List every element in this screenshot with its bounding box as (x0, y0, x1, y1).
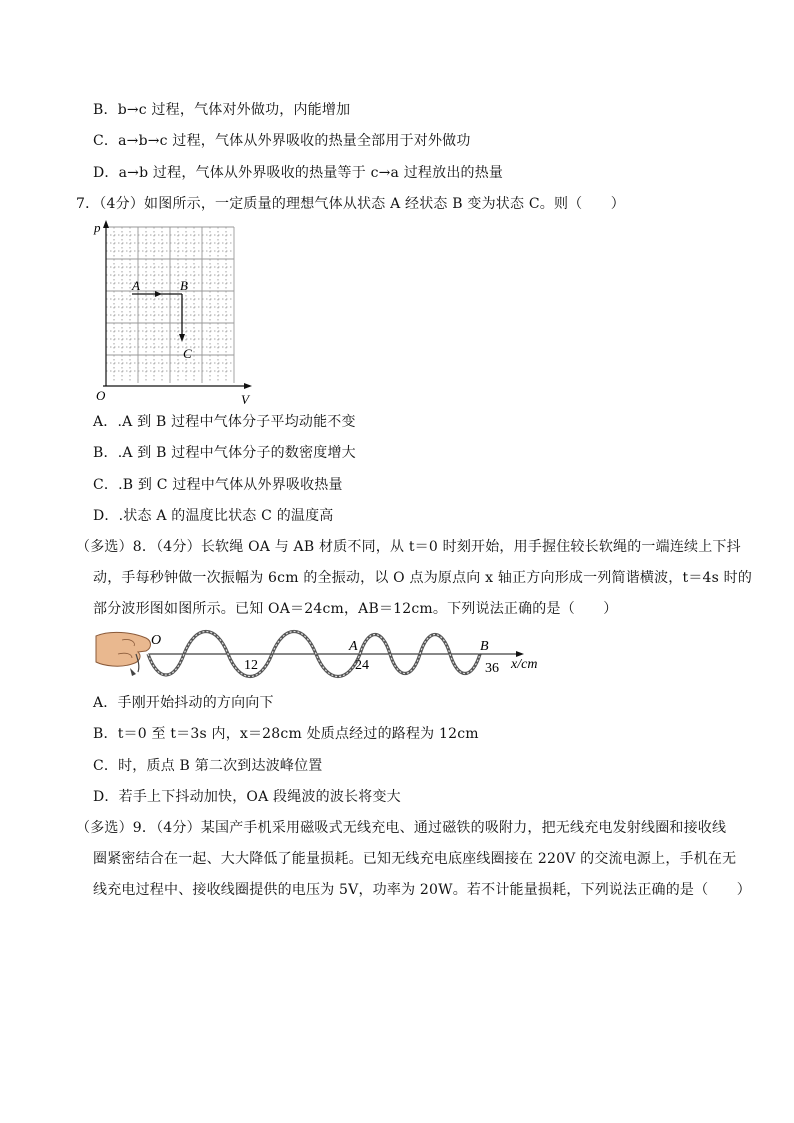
pv-major-grid (106, 227, 234, 383)
v-axis-label: V (241, 392, 249, 407)
q6-option-d: D．a→b 过程，气体从外界吸收的热量等于 c→a 过程放出的热量 (93, 165, 504, 181)
a-to-b-arrow-icon (155, 291, 162, 297)
state-a-label: A (132, 278, 140, 293)
q8-option-b: B．t＝0 至 t＝3s 内，x＝28cm 处质点经过的路程为 12cm (93, 726, 479, 742)
origin-label: O (96, 388, 106, 403)
q9-stem-line-2: 圈紧密结合在一起、大大降低了能量损耗。已知无线充电底座线圈接在 220V 的交流电源上，手机在无 (93, 851, 737, 867)
q9-stem-line-1: （多选）9．（4分）某国产手机采用磁吸式无线充电、通过磁铁的吸附力，把无线充电发射线圈和接收线 (76, 820, 727, 836)
q7-option-c: C．.B 到 C 过程中气体从外界吸收热量 (93, 477, 343, 493)
q7-option-b: B．.A 到 B 过程中气体分子的数密度增大 (93, 445, 356, 461)
q8-option-a: A．手刚开始抖动的方向向下 (93, 695, 274, 711)
q9-stem-line-3: 线充电过程中、接收线圈提供的电压为 5V，功率为 20W。若不计能量损耗，下列说法正确的是（ ） (93, 882, 751, 898)
wave-axis-label: x/cm (511, 657, 538, 672)
tick-12-label: 12 (244, 658, 258, 673)
tick-24-label: 24 (355, 658, 369, 673)
q7-option-a: A．.A 到 B 过程中气体分子平均动能不变 (93, 414, 356, 430)
p-axis-label: p (94, 220, 101, 235)
q8-option-c: C．时，质点 B 第二次到达波峰位置 (93, 758, 323, 774)
q6-option-c: C．a→b→c 过程，气体从外界吸收的热量全部用于对外做功 (93, 133, 471, 149)
q7-option-d: D．.状态 A 的温度比状态 C 的温度高 (93, 508, 334, 524)
pv-diagram (88, 218, 263, 408)
q8-stem-line-3: 部分波形图如图所示。已知 OA＝24cm，AB＝12cm。下列说法正确的是（ ） (93, 601, 618, 617)
state-b-label: B (180, 278, 188, 293)
p-axis-arrow-icon (103, 220, 109, 228)
q8-option-d: D．若手上下抖动加快，OA 段绳波的波长将变大 (93, 789, 401, 805)
q7-stem: 7．（4分）如图所示，一定质量的理想气体从状态 A 经状态 B 变为状态 C。则（ ） (76, 196, 625, 212)
wave-origin-label: O (151, 633, 162, 648)
q6-option-b: B．b→c 过程，气体对外做功，内能增加 (93, 102, 351, 118)
q8-stem-line-1: （多选）8．（4分）长软绳 OA 与 AB 材质不同，从 t＝0 时刻开始，用手握住较长软绳的一端连续上下抖 (76, 539, 741, 555)
hand-icon (96, 632, 151, 676)
point-a-label: A (349, 639, 358, 654)
state-c-label: C (183, 346, 192, 361)
q8-stem-line-2: 动，手每秒钟做一次振幅为 6cm 的全振动，以 O 点为原点向 x 轴正方向形成一列简谐横波，t＝4s 时的 (93, 570, 753, 586)
rope-wave-figure (92, 624, 554, 680)
point-b-label: B (480, 639, 489, 654)
b-to-c-arrow-icon (179, 334, 185, 342)
tick-36-label: 36 (485, 661, 499, 676)
v-axis-arrow-icon (244, 383, 252, 389)
